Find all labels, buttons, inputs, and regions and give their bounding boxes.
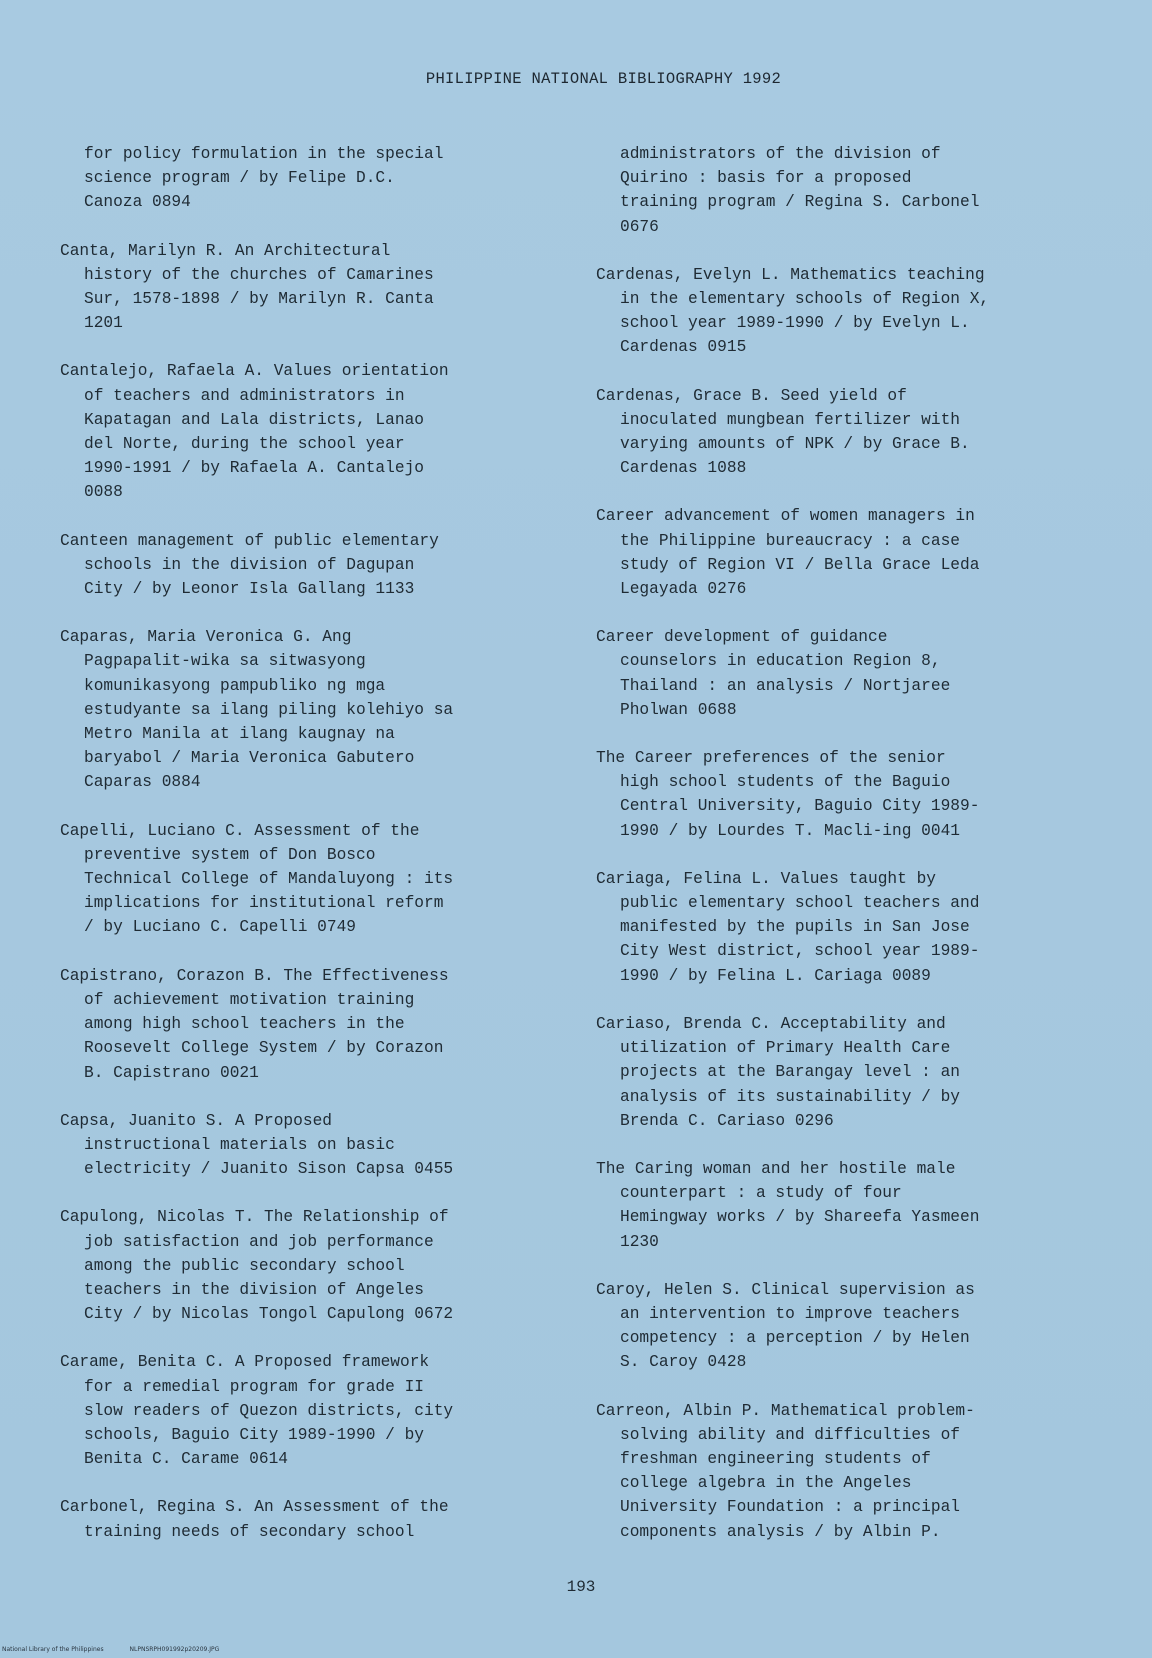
bibliography-entry: Capulong, Nicolas T. The Relationship of job satisfaction and job performance among the public secondary school teachers in the division of Angeles City / by Nicolas Tongol Capulong 0672 [60, 1208, 454, 1324]
bibliography-entry: Capistrano, Corazon B. The Effectiveness of achievement motivation training among high school teachers in the Roosevelt College System / by Corazon B. Capistrano 0021 [60, 966, 449, 1082]
bibliography-entry: Career development of guidance counselors in education Region 8, Thailand : an analysis / Nortjaree Pholwan 0688 [596, 628, 951, 719]
bibliography-entry: Canta, Marilyn R. An Architectural history of the churches of Camarines Sur, 1578-1898 / by Marilyn R. Canta 1201 [60, 241, 434, 333]
bibliography-entry: Caroy, Helen S. Clinical supervision as an intervention to improve teachers competency : a perception / by Helen S. Caroy 0428 [596, 1280, 975, 1372]
bibliography-entry: Cariaga, Felina L. Values taught by public elementary school teachers and manifested by the pupils in San Jose City West district, school year 1989- 1990 / by Felina L. Cariaga 0089 [596, 869, 980, 985]
bibliography-entry: Cardenas, Evelyn L. Mathematics teaching in the elementary schools of Region X, school year 1989-1990 / by Evelyn L. Cardenas 0915 [596, 265, 990, 357]
bibliography-entry: administrators of the division of Quirino : basis for a proposed training program / Regina S. Carbonel 0676 [620, 145, 980, 236]
bibliography-entry: for policy formulation in the special science program / by Felipe D.C. Canoza 0894 [84, 145, 444, 212]
bibliography-entry: Cardenas, Grace B. Seed yield of inoculated mungbean fertilizer with varying amounts of NPK / by Grace B. Cardenas 1088 [596, 386, 970, 478]
left-column [60, 142, 560, 1568]
bibliography-entry: Caparas, Maria Veronica G. Ang Pagpapalit-wika sa sitwasyong komunikasyong pampubliko ng mga estudyante sa ilang piling kolehiyo sa Metro Manila at ilang kaugnay na baryabol / Maria Veronica Gabutero Caparas 0884 [60, 628, 454, 792]
page-number: 193 [566, 1578, 596, 1596]
bibliography-entry: Carbonel, Regina S. An Assessment of the training needs of secondary school [60, 1498, 449, 1541]
bibliography-entry: The Career preferences of the senior high school students of the Baguio Central University, Baguio City 1989- 1990 / by Lourdes T. Macli-ing 0041 [596, 749, 980, 840]
page-header: PHILIPPINE NATIONAL BIBLIOGRAPHY 1992 [425, 70, 782, 88]
scan-footer [2, 1646, 243, 1653]
bibliography-entry: Career advancement of women managers in the Philippine bureaucracy : a case study of Region VI / Bella Grace Leda Legayada 0276 [596, 507, 980, 599]
footer-library: National Library of the Philippines [2, 1646, 104, 1653]
bibliography-entry: Cariaso, Brenda C. Acceptability and utilization of Primary Health Care projects at the Barangay level : an analysis of its sustainability / by Brenda C. Cariaso 0296 [596, 1014, 960, 1130]
bibliography-entry: Canteen management of public elementary schools in the division of Dagupan City / by Leonor Isla Gallang 1133 [60, 531, 439, 599]
bibliography-entry: Cantalejo, Rafaela A. Values orientation of teachers and administrators in Kapatagan and Lala districts, Lanao del Norte, during the school year 1990-1991 / by Rafaela A. Cantalejo 0088 [60, 362, 449, 502]
bibliography-entry: Capsa, Juanito S. A Proposed instructional materials on basic electricity / Juanito Sison Capsa 0455 [60, 1111, 454, 1179]
bibliography-entry: Carame, Benita C. A Proposed framework for a remedial program for grade II slow readers of Quezon districts, city schools, Baguio City 1989-1990 / by Benita C. Carame 0614 [60, 1353, 454, 1469]
bibliography-entry: The Caring woman and her hostile male counterpart : a study of four Hemingway works / by Shareefa Yasmeen 1230 [596, 1159, 980, 1251]
bibliography-entry: Carreon, Albin P. Mathematical problem- solving ability and difficulties of freshman engineering students of college algebra in the Angeles University Foundation : a principal components analysis / by Albin P. [596, 1401, 975, 1541]
right-column [596, 142, 1096, 1568]
footer-filename: NLPNSRPH091992p20209.JPG [129, 1646, 220, 1653]
bibliography-entry: Capelli, Luciano C. Assessment of the preventive system of Don Bosco Technical College of Mandaluyong : its implications for institutional reform / by Luciano C. Capelli 0749 [60, 821, 454, 937]
